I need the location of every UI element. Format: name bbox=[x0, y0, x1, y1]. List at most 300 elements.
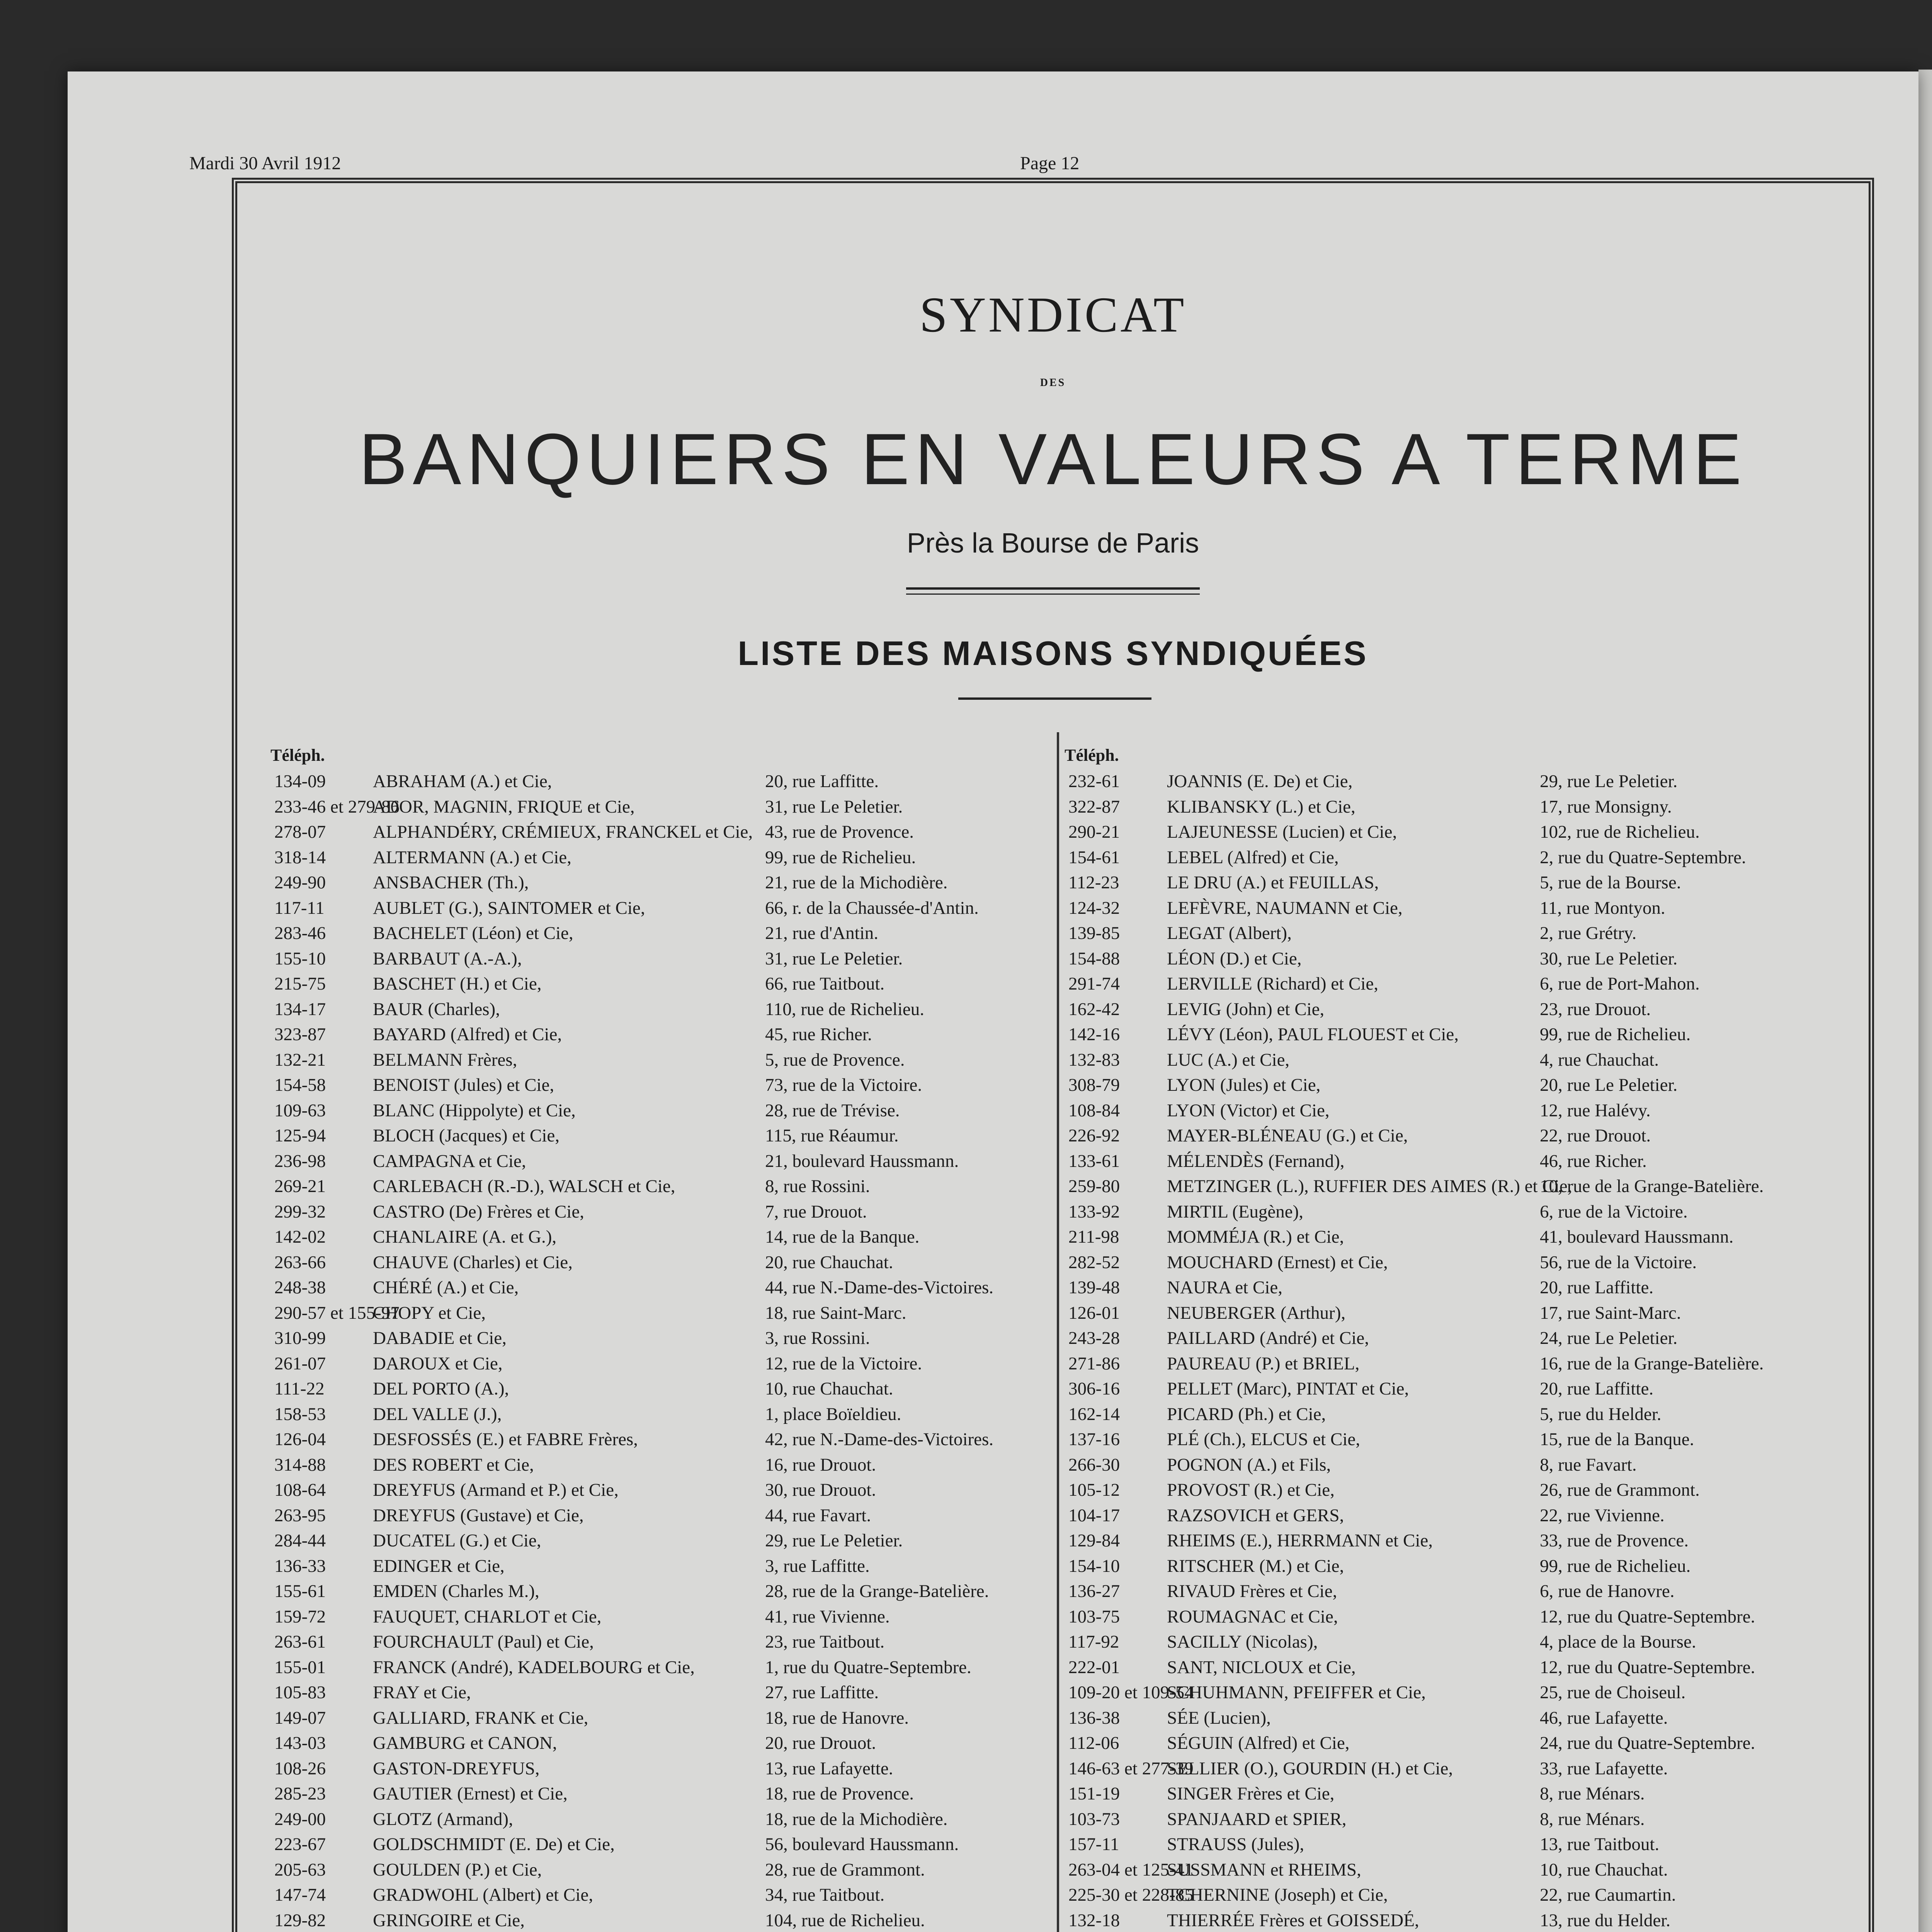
list-item bbox=[1065, 1832, 1857, 1857]
list-item bbox=[1065, 1554, 1857, 1579]
member-address: 18, rue de Provence. bbox=[765, 1784, 914, 1804]
title-rule-thin bbox=[906, 594, 1200, 595]
list-item bbox=[270, 1781, 1063, 1807]
list-item bbox=[1065, 921, 1857, 946]
member-name: KLIBANSKY (L.) et Cie, bbox=[1167, 796, 1355, 817]
member-telephone: 104-17 bbox=[1068, 1505, 1120, 1526]
member-address: 18, rue de Hanovre. bbox=[765, 1708, 909, 1728]
list-item bbox=[270, 1857, 1063, 1883]
member-telephone: 134-09 bbox=[274, 771, 326, 791]
list-item bbox=[1065, 1351, 1857, 1377]
member-name: BACHELET (Léon) et Cie, bbox=[373, 923, 573, 943]
member-telephone: 142-02 bbox=[274, 1227, 326, 1247]
list-item bbox=[1065, 1706, 1857, 1731]
member-name: BASCHET (H.) et Cie, bbox=[373, 974, 542, 994]
member-rows-left bbox=[270, 769, 1063, 1932]
member-address: 29, rue Le Peletier. bbox=[765, 1531, 903, 1551]
member-telephone: 243-28 bbox=[1068, 1328, 1120, 1348]
list-item bbox=[270, 1174, 1063, 1199]
member-name: SELLIER (O.), GOURDIN (H.) et Cie, bbox=[1167, 1758, 1453, 1779]
member-telephone: 226-92 bbox=[1068, 1126, 1120, 1146]
member-telephone: 105-12 bbox=[1068, 1480, 1120, 1500]
list-item bbox=[1065, 1629, 1857, 1655]
member-address: 28, rue de la Grange-Batelière. bbox=[765, 1581, 989, 1601]
list-item bbox=[1065, 769, 1857, 794]
member-address: 10, rue Chauchat. bbox=[1540, 1859, 1668, 1880]
list-item bbox=[270, 1301, 1063, 1326]
member-telephone: 263-04 et 125-41 bbox=[1068, 1859, 1194, 1880]
member-address: 104, rue de Richelieu. bbox=[765, 1910, 925, 1930]
member-name: JOANNIS (E. De) et Cie, bbox=[1167, 771, 1353, 791]
member-name: CHAUVE (Charles) et Cie, bbox=[373, 1252, 573, 1272]
member-telephone: 271-86 bbox=[1068, 1353, 1120, 1374]
member-name: PLÉ (Ch.), ELCUS et Cie, bbox=[1167, 1429, 1360, 1449]
member-name: RAZSOVICH et GERS, bbox=[1167, 1505, 1344, 1526]
list-item bbox=[1065, 1250, 1857, 1276]
member-telephone: 147-74 bbox=[274, 1885, 326, 1905]
member-address: 45, rue Richer. bbox=[765, 1024, 872, 1044]
member-telephone: 108-84 bbox=[1068, 1100, 1120, 1121]
list-item bbox=[1065, 794, 1857, 820]
member-address: 15, rue de la Banque. bbox=[1540, 1429, 1694, 1449]
member-telephone: 211-98 bbox=[1068, 1227, 1119, 1247]
member-telephone: 290-57 et 155-97 bbox=[274, 1303, 400, 1323]
member-telephone: 215-75 bbox=[274, 974, 326, 994]
list-item bbox=[270, 1528, 1063, 1554]
member-telephone: 290-21 bbox=[1068, 822, 1120, 842]
member-telephone: 266-30 bbox=[1068, 1454, 1120, 1475]
member-address: 10, rue Chauchat. bbox=[765, 1379, 893, 1399]
member-name: THIERRÉE Frères et GOISSEDÉ, bbox=[1167, 1910, 1419, 1930]
member-name: LEVIG (John) et Cie, bbox=[1167, 999, 1325, 1019]
list-item bbox=[1065, 1781, 1857, 1807]
column-header-telephone: Téléph. bbox=[270, 746, 325, 765]
member-address: 44, rue Favart. bbox=[765, 1505, 871, 1526]
member-name: BAYARD (Alfred) et Cie, bbox=[373, 1024, 562, 1044]
member-name: CASTRO (De) Frères et Cie, bbox=[373, 1201, 584, 1222]
list-item bbox=[270, 1402, 1063, 1427]
list-item bbox=[1065, 1301, 1857, 1326]
list-item bbox=[270, 1149, 1063, 1174]
member-address: 30, rue Le Peletier. bbox=[1540, 948, 1678, 969]
list-title: LISTE DES MAISONS SYNDIQUÉES bbox=[738, 634, 1368, 672]
list-item bbox=[1065, 1149, 1857, 1174]
member-name: LERVILLE (Richard) et Cie, bbox=[1167, 974, 1378, 994]
member-address: 99, rue de Richelieu. bbox=[1540, 1024, 1691, 1044]
member-address: 17, rue Saint-Marc. bbox=[1540, 1303, 1681, 1323]
member-name: GRINGOIRE et Cie, bbox=[373, 1910, 525, 1930]
member-telephone: 285-23 bbox=[274, 1784, 326, 1804]
list-item bbox=[270, 1655, 1063, 1680]
member-name: GLOTZ (Armand), bbox=[373, 1809, 513, 1829]
list-item bbox=[1065, 870, 1857, 896]
member-telephone: 284-44 bbox=[274, 1531, 326, 1551]
member-name: LÉON (D.) et Cie, bbox=[1167, 948, 1302, 969]
member-telephone: 159-72 bbox=[274, 1606, 326, 1627]
list-item bbox=[1065, 1402, 1857, 1427]
list-item bbox=[1065, 1478, 1857, 1503]
member-address: 12, rue du Quatre-Septembre. bbox=[1540, 1606, 1755, 1627]
member-address: 22, rue Caumartin. bbox=[1540, 1885, 1676, 1905]
member-telephone: 132-21 bbox=[274, 1049, 326, 1070]
list-item bbox=[1065, 1528, 1857, 1554]
member-list-left bbox=[270, 742, 1063, 1932]
member-name: NEUBERGER (Arthur), bbox=[1167, 1303, 1346, 1323]
list-item bbox=[270, 1376, 1063, 1402]
list-item bbox=[1065, 1427, 1857, 1452]
member-address: 4, place de la Bourse. bbox=[1540, 1632, 1696, 1652]
member-address: 18, rue Saint-Marc. bbox=[765, 1303, 906, 1323]
member-telephone: 322-87 bbox=[1068, 796, 1120, 817]
member-name: GASTON-DREYFUS, bbox=[373, 1758, 540, 1779]
list-item bbox=[270, 1579, 1063, 1604]
member-telephone: 109-20 et 109-54 bbox=[1068, 1682, 1194, 1702]
member-name: DEL VALLE (J.), bbox=[373, 1404, 502, 1424]
member-name: PAUREAU (P.) et BRIEL, bbox=[1167, 1353, 1360, 1374]
member-address: 17, rue Monsigny. bbox=[1540, 796, 1672, 817]
list-title-rule bbox=[958, 697, 1151, 700]
member-name: GAMBURG et CANON, bbox=[373, 1733, 557, 1753]
list-item bbox=[270, 1604, 1063, 1630]
member-address: 26, rue de Grammont. bbox=[1540, 1480, 1700, 1500]
member-name: PICARD (Ph.) et Cie, bbox=[1167, 1404, 1326, 1424]
adjacent-page-edge bbox=[1918, 70, 1932, 1932]
member-name: LYON (Victor) et Cie, bbox=[1167, 1100, 1330, 1121]
member-name: MIRTIL (Eugène), bbox=[1167, 1201, 1304, 1222]
member-name: TCHERNINE (Joseph) et Cie, bbox=[1167, 1885, 1388, 1905]
member-address: 2, rue Grétry. bbox=[1540, 923, 1637, 943]
member-address: 22, rue Drouot. bbox=[1540, 1126, 1651, 1146]
member-name: LEGAT (Albert), bbox=[1167, 923, 1292, 943]
member-telephone: 263-61 bbox=[274, 1632, 326, 1652]
member-address: 18, rue de la Michodière. bbox=[765, 1809, 948, 1829]
list-item bbox=[270, 794, 1063, 820]
member-name: FOURCHAULT (Paul) et Cie, bbox=[373, 1632, 594, 1652]
member-name: MAYER-BLÉNEAU (G.) et Cie, bbox=[1167, 1126, 1408, 1146]
member-name: SUSSMANN et RHEIMS, bbox=[1167, 1859, 1361, 1880]
member-address: 13, rue Lafayette. bbox=[765, 1758, 893, 1779]
member-telephone: 117-11 bbox=[274, 898, 325, 918]
list-item bbox=[270, 820, 1063, 845]
member-telephone: 223-67 bbox=[274, 1834, 326, 1854]
member-name: SINGER Frères et Cie, bbox=[1167, 1784, 1335, 1804]
member-name: NAURA et Cie, bbox=[1167, 1277, 1282, 1298]
member-address: 31, rue Le Peletier. bbox=[765, 796, 903, 817]
title-subtitle: Près la Bourse de Paris bbox=[906, 528, 1199, 559]
member-address: 31, rue Le Peletier. bbox=[765, 948, 903, 969]
list-item bbox=[1065, 1326, 1857, 1351]
member-name: AUBLET (G.), SAINTOMER et Cie, bbox=[373, 898, 645, 918]
member-address: 3, rue Laffitte. bbox=[765, 1556, 870, 1576]
member-telephone: 155-01 bbox=[274, 1657, 326, 1677]
member-address: 41, rue Vivienne. bbox=[765, 1606, 890, 1627]
member-telephone: 162-42 bbox=[1068, 999, 1120, 1019]
title-rule bbox=[906, 587, 1200, 590]
member-name: MOMMÉJA (R.) et Cie, bbox=[1167, 1227, 1344, 1247]
list-item bbox=[270, 1326, 1063, 1351]
list-item bbox=[270, 1908, 1063, 1932]
member-telephone: 111-22 bbox=[274, 1379, 325, 1399]
member-address: 115, rue Réaumur. bbox=[765, 1126, 899, 1146]
list-item bbox=[270, 1807, 1063, 1832]
member-name: ROUMAGNAC et Cie, bbox=[1167, 1606, 1338, 1627]
member-name: FAUQUET, CHARLOT et Cie, bbox=[373, 1606, 602, 1627]
list-item bbox=[1065, 1731, 1857, 1756]
member-name: CHANLAIRE (A. et G.), bbox=[373, 1227, 557, 1247]
list-item bbox=[1065, 820, 1857, 845]
member-telephone: 249-00 bbox=[274, 1809, 326, 1829]
member-telephone: 132-18 bbox=[1068, 1910, 1120, 1930]
member-telephone: 139-48 bbox=[1068, 1277, 1120, 1298]
member-address: 43, rue de Provence. bbox=[765, 822, 914, 842]
member-telephone: 134-17 bbox=[274, 999, 326, 1019]
list-item bbox=[1065, 1199, 1857, 1225]
member-address: 6, rue de Port-Mahon. bbox=[1540, 974, 1700, 994]
member-telephone: 158-53 bbox=[274, 1404, 326, 1424]
member-telephone: 205-63 bbox=[274, 1859, 326, 1880]
member-telephone: 261-07 bbox=[274, 1353, 326, 1374]
member-name: DESFOSSÉS (E.) et FABRE Frères, bbox=[373, 1429, 638, 1449]
member-address: 99, rue de Richelieu. bbox=[1540, 1556, 1691, 1576]
member-address: 12, rue Halévy. bbox=[1540, 1100, 1651, 1121]
list-item bbox=[1065, 1098, 1857, 1124]
list-item bbox=[270, 870, 1063, 896]
member-address: 13, rue Taitbout. bbox=[1540, 1834, 1660, 1854]
member-name: SANT, NICLOUX et Cie, bbox=[1167, 1657, 1356, 1677]
member-telephone: 323-87 bbox=[274, 1024, 326, 1044]
list-item bbox=[1065, 1604, 1857, 1630]
member-telephone: 233-46 et 279-86 bbox=[274, 796, 400, 817]
member-address: 6, rue de la Victoire. bbox=[1540, 1201, 1688, 1222]
list-item bbox=[270, 845, 1063, 871]
member-telephone: 108-64 bbox=[274, 1480, 326, 1500]
member-name: LÉVY (Léon), PAUL FLOUEST et Cie, bbox=[1167, 1024, 1459, 1044]
member-name: RHEIMS (E.), HERRMANN et Cie, bbox=[1167, 1531, 1433, 1551]
member-name: EDINGER et Cie, bbox=[373, 1556, 505, 1576]
member-name: LEBEL (Alfred) et Cie, bbox=[1167, 847, 1339, 867]
member-telephone: 222-01 bbox=[1068, 1657, 1120, 1677]
member-telephone: 306-16 bbox=[1068, 1379, 1120, 1399]
member-telephone: 125-94 bbox=[274, 1126, 326, 1146]
list-item bbox=[1065, 1275, 1857, 1301]
member-name: CHOPY et Cie, bbox=[373, 1303, 486, 1323]
member-address: 5, rue de Provence. bbox=[765, 1049, 905, 1070]
member-telephone: 133-92 bbox=[1068, 1201, 1120, 1222]
member-telephone: 299-32 bbox=[274, 1201, 326, 1222]
member-name: STRAUSS (Jules), bbox=[1167, 1834, 1304, 1854]
title-syndicat: SYNDICAT bbox=[919, 287, 1187, 343]
member-name: BLOCH (Jacques) et Cie, bbox=[373, 1126, 560, 1146]
list-item bbox=[1065, 1225, 1857, 1250]
member-address: 16, rue Drouot. bbox=[765, 1454, 876, 1475]
member-name: LEFÈVRE, NAUMANN et Cie, bbox=[1167, 898, 1403, 918]
page-header bbox=[189, 153, 1889, 176]
list-item bbox=[270, 1883, 1063, 1908]
member-telephone: 308-79 bbox=[1068, 1075, 1120, 1095]
member-name: DUCATEL (G.) et Cie, bbox=[373, 1531, 541, 1551]
member-telephone: 142-16 bbox=[1068, 1024, 1120, 1044]
member-telephone: 283-46 bbox=[274, 923, 326, 943]
list-item bbox=[270, 1225, 1063, 1250]
member-telephone: 154-61 bbox=[1068, 847, 1120, 867]
member-telephone: 149-07 bbox=[274, 1708, 326, 1728]
member-telephone: 136-27 bbox=[1068, 1581, 1120, 1601]
list-item bbox=[1065, 1376, 1857, 1402]
member-address: 56, boulevard Haussmann. bbox=[765, 1834, 959, 1854]
member-address: 21, boulevard Haussmann. bbox=[765, 1151, 959, 1171]
member-telephone: 112-23 bbox=[1068, 872, 1119, 893]
list-item bbox=[270, 946, 1063, 972]
member-telephone: 263-66 bbox=[274, 1252, 326, 1272]
list-item bbox=[270, 1048, 1063, 1073]
member-address: 24, rue du Quatre-Septembre. bbox=[1540, 1733, 1755, 1753]
member-address: 12, rue de la Victoire. bbox=[765, 1353, 922, 1374]
member-name: SÉGUIN (Alfred) et Cie, bbox=[1167, 1733, 1350, 1753]
member-address: 8, rue Ménars. bbox=[1540, 1809, 1645, 1829]
member-address: 20, rue Le Peletier. bbox=[1540, 1075, 1678, 1095]
member-telephone: 259-80 bbox=[1068, 1176, 1120, 1196]
member-address: 46, rue Lafayette. bbox=[1540, 1708, 1668, 1728]
member-telephone: 248-38 bbox=[274, 1277, 326, 1298]
list-item bbox=[270, 1123, 1063, 1149]
member-name: ABRAHAM (A.) et Cie, bbox=[373, 771, 552, 791]
member-address: 34, rue Taitbout. bbox=[765, 1885, 885, 1905]
member-address: 22, rue Vivienne. bbox=[1540, 1505, 1665, 1526]
list-item bbox=[270, 921, 1063, 946]
member-address: 12, rue du Quatre-Septembre. bbox=[1540, 1657, 1755, 1677]
list-item bbox=[1065, 1908, 1857, 1932]
member-address: 42, rue N.-Dame-des-Victoires. bbox=[765, 1429, 993, 1449]
member-address: 33, rue de Provence. bbox=[1540, 1531, 1689, 1551]
member-name: BENOIST (Jules) et Cie, bbox=[373, 1075, 554, 1095]
member-name: ALTERMANN (A.) et Cie, bbox=[373, 847, 571, 867]
member-name: GRADWOHL (Albert) et Cie, bbox=[373, 1885, 593, 1905]
member-telephone: 103-75 bbox=[1068, 1606, 1120, 1627]
member-telephone: 139-85 bbox=[1068, 923, 1120, 943]
list-item bbox=[1065, 1073, 1857, 1098]
list-item bbox=[270, 1731, 1063, 1756]
list-item bbox=[1065, 1655, 1857, 1680]
member-name: DAROUX et Cie, bbox=[373, 1353, 503, 1374]
member-address: 41, boulevard Haussmann. bbox=[1540, 1227, 1734, 1247]
member-address: 29, rue Le Peletier. bbox=[1540, 771, 1678, 791]
member-telephone: 225-30 et 228-85 bbox=[1068, 1885, 1194, 1905]
member-telephone: 133-61 bbox=[1068, 1151, 1120, 1171]
member-address: 7, rue Drouot. bbox=[765, 1201, 867, 1222]
list-item bbox=[270, 1022, 1063, 1048]
member-address: 20, rue Drouot. bbox=[765, 1733, 876, 1753]
member-address: 24, rue Le Peletier. bbox=[1540, 1328, 1678, 1348]
member-address: 21, rue d'Antin. bbox=[765, 923, 879, 943]
member-telephone: 269-21 bbox=[274, 1176, 326, 1196]
member-name: ADOR, MAGNIN, FRIQUE et Cie, bbox=[373, 796, 635, 817]
member-telephone: 143-03 bbox=[274, 1733, 326, 1753]
list-item bbox=[1065, 845, 1857, 871]
member-telephone: 154-10 bbox=[1068, 1556, 1120, 1576]
header-date: Mardi 30 Avril 1912 bbox=[189, 153, 341, 173]
list-item bbox=[270, 1427, 1063, 1452]
list-item bbox=[270, 1629, 1063, 1655]
list-item bbox=[270, 1680, 1063, 1706]
member-address: 1, place Boïeldieu. bbox=[765, 1404, 901, 1424]
member-telephone: 129-84 bbox=[1068, 1531, 1120, 1551]
member-name: LAJEUNESSE (Lucien) et Cie, bbox=[1167, 822, 1397, 842]
list-item bbox=[270, 1478, 1063, 1503]
member-telephone: 137-16 bbox=[1068, 1429, 1120, 1449]
member-telephone: 249-90 bbox=[274, 872, 326, 893]
member-name: ALPHANDÉRY, CRÉMIEUX, FRANCKEL et Cie, bbox=[373, 822, 753, 842]
list-item bbox=[270, 1554, 1063, 1579]
member-address: 11, rue Montyon. bbox=[1540, 898, 1665, 918]
member-telephone: 112-06 bbox=[1068, 1733, 1119, 1753]
member-address: 44, rue N.-Dame-des-Victoires. bbox=[765, 1277, 993, 1298]
member-address: 23, rue Taitbout. bbox=[765, 1632, 885, 1652]
member-name: GALLIARD, FRANK et Cie, bbox=[373, 1708, 588, 1728]
member-name: MOUCHARD (Ernest) et Cie, bbox=[1167, 1252, 1388, 1272]
member-address: 20, rue Laffitte. bbox=[1540, 1277, 1654, 1298]
member-telephone: 109-63 bbox=[274, 1100, 326, 1121]
member-name: METZINGER (L.), RUFFIER DES AIMES (R.) et Cie, bbox=[1167, 1176, 1572, 1196]
member-telephone: 282-52 bbox=[1068, 1252, 1120, 1272]
member-name: RITSCHER (M.) et Cie, bbox=[1167, 1556, 1344, 1576]
member-address: 28, rue de Trévise. bbox=[765, 1100, 900, 1121]
member-telephone: 314-88 bbox=[274, 1454, 326, 1475]
member-address: 5, rue de la Bourse. bbox=[1540, 872, 1681, 893]
member-address: 56, rue de la Victoire. bbox=[1540, 1252, 1697, 1272]
member-address: 66, rue Taitbout. bbox=[765, 974, 885, 994]
member-address: 13, rue du Helder. bbox=[1540, 1910, 1671, 1930]
list-item bbox=[270, 1199, 1063, 1225]
list-item bbox=[1065, 1452, 1857, 1478]
member-address: 73, rue de la Victoire. bbox=[765, 1075, 922, 1095]
member-telephone: 310-99 bbox=[274, 1328, 326, 1348]
member-telephone: 129-82 bbox=[274, 1910, 326, 1930]
list-item bbox=[270, 1098, 1063, 1124]
member-address: 21, rue de la Michodière. bbox=[765, 872, 948, 893]
header-page-number: Page 12 bbox=[1020, 153, 1080, 173]
member-address: 8, rue Rossini. bbox=[765, 1176, 870, 1196]
member-name: BLANC (Hippolyte) et Cie, bbox=[373, 1100, 576, 1121]
member-address: 16, rue de la Grange-Batelière. bbox=[1540, 1353, 1764, 1374]
member-telephone: 103-73 bbox=[1068, 1809, 1120, 1829]
member-name: SCHUHMANN, PFEIFFER et Cie, bbox=[1167, 1682, 1426, 1702]
member-name: FRANCK (André), KADELBOURG et Cie, bbox=[373, 1657, 695, 1677]
member-address: 23, rue Drouot. bbox=[1540, 999, 1651, 1019]
member-name: DREYFUS (Gustave) et Cie, bbox=[373, 1505, 584, 1526]
member-name: FRAY et Cie, bbox=[373, 1682, 471, 1702]
member-telephone: 151-19 bbox=[1068, 1784, 1120, 1804]
member-address: 5, rue du Helder. bbox=[1540, 1404, 1662, 1424]
list-item bbox=[270, 1503, 1063, 1529]
member-name: DEL PORTO (A.), bbox=[373, 1379, 509, 1399]
member-address: 99, rue de Richelieu. bbox=[765, 847, 916, 867]
member-address: 102, rue de Richelieu. bbox=[1540, 822, 1700, 842]
member-telephone: 154-88 bbox=[1068, 948, 1120, 969]
list-item bbox=[270, 1275, 1063, 1301]
member-name: EMDEN (Charles M.), bbox=[373, 1581, 539, 1601]
member-name: CARLEBACH (R.-D.), WALSCH et Cie, bbox=[373, 1176, 675, 1196]
member-telephone: 236-98 bbox=[274, 1151, 326, 1171]
member-telephone: 132-83 bbox=[1068, 1049, 1120, 1070]
member-name: PROVOST (R.) et Cie, bbox=[1167, 1480, 1335, 1500]
member-telephone: 318-14 bbox=[274, 847, 326, 867]
member-name: BARBAUT (A.-A.), bbox=[373, 948, 522, 969]
list-item bbox=[1065, 1857, 1857, 1883]
list-item bbox=[270, 1756, 1063, 1782]
member-name: DABADIE et Cie, bbox=[373, 1328, 507, 1348]
list-item bbox=[1065, 997, 1857, 1022]
member-name: BAUR (Charles), bbox=[373, 999, 500, 1019]
